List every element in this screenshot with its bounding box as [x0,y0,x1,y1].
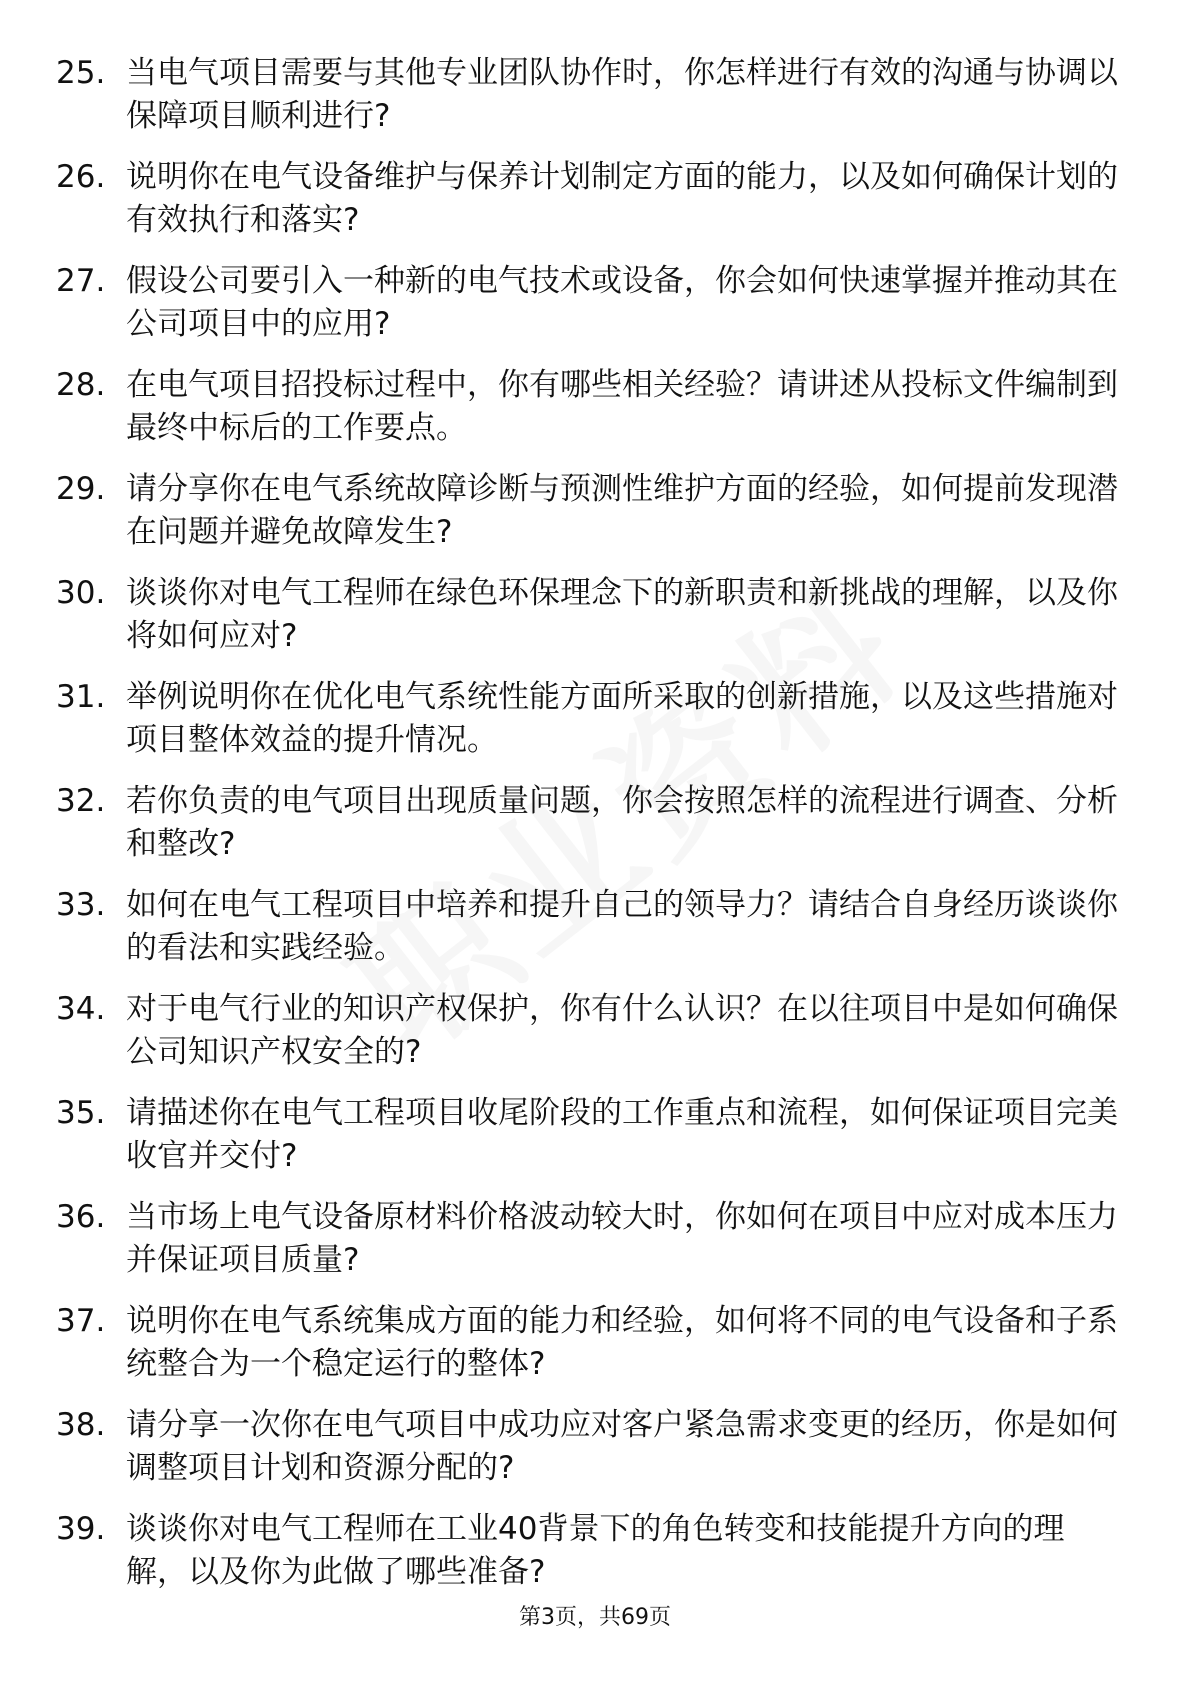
question-item [56,1092,1136,1196]
question-item [56,468,1136,572]
question-text: 举例说明你在优化电气系统性能方面所采取的创新措施，以及这些措施对项目整体效益的提升情况。 [126,679,1118,758]
question-item [56,572,1136,676]
question-text: 请描述你在电气工程项目收尾阶段的工作重点和流程，如何保证项目完美收官并交付? [126,1095,1118,1174]
question-text: 谈谈你对电气工程师在工业40背景下的角色转变和技能提升方向的理解，以及你为此做了哪些准备? [126,1511,1065,1590]
question-number: 26. [56,159,106,195]
question-text: 请分享你在电气系统故障诊断与预测性维护方面的经验，如何提前发现潜在问题并避免故障发生? [126,471,1118,550]
question-text: 当市场上电气设备原材料价格波动较大时，你如何在项目中应对成本压力并保证项目质量? [126,1199,1118,1278]
question-item [56,1300,1136,1404]
question-item [56,1404,1136,1508]
question-number: 34. [56,991,106,1027]
question-list [56,52,1136,1612]
page-footer: 第3页，共69页 [519,1605,671,1630]
question-text: 请分享一次你在电气项目中成功应对客户紧急需求变更的经历，你是如何调整项目计划和资源分配的? [126,1407,1118,1486]
question-number: 31. [56,679,106,715]
question-text: 如何在电气工程项目中培养和提升自己的领导力？请结合自身经历谈谈你的看法和实践经验。 [126,887,1118,966]
question-text: 当电气项目需要与其他专业团队协作时，你怎样进行有效的沟通与协调以保障项目顺利进行? [126,55,1118,134]
question-number: 32. [56,783,106,819]
question-number: 29. [56,471,106,507]
question-text: 谈谈你对电气工程师在绿色环保理念下的新职责和新挑战的理解，以及你将如何应对? [126,575,1118,654]
question-number: 30. [56,575,106,611]
question-item [56,156,1136,260]
question-text: 对于电气行业的知识产权保护，你有什么认识？在以往项目中是如何确保公司知识产权安全的? [126,991,1118,1070]
question-number: 25. [56,55,106,91]
question-item [56,1508,1136,1612]
question-text: 说明你在电气系统集成方面的能力和经验，如何将不同的电气设备和子系统整合为一个稳定运行的整体? [126,1303,1118,1382]
question-item [56,676,1136,780]
question-text: 在电气项目招投标过程中，你有哪些相关经验？请讲述从投标文件编制到最终中标后的工作要点。 [126,367,1118,446]
question-number: 38. [56,1407,106,1443]
question-item [56,780,1136,884]
question-text: 说明你在电气设备维护与保养计划制定方面的能力，以及如何确保计划的有效执行和落实? [126,159,1118,238]
question-number: 39. [56,1511,106,1547]
question-text: 假设公司要引入一种新的电气技术或设备，你会如何快速掌握并推动其在公司项目中的应用? [126,263,1118,342]
question-item [56,884,1136,988]
question-number: 27. [56,263,106,299]
question-item [56,1196,1136,1300]
question-item [56,364,1136,468]
question-number: 35. [56,1095,106,1131]
question-number: 33. [56,887,106,923]
question-item [56,988,1136,1092]
question-number: 28. [56,367,106,403]
question-item [56,260,1136,364]
question-text: 若你负责的电气项目出现质量问题，你会按照怎样的流程进行调查、分析和整改? [126,783,1118,862]
question-number: 36. [56,1199,106,1235]
question-item [56,52,1136,156]
question-number: 37. [56,1303,106,1339]
